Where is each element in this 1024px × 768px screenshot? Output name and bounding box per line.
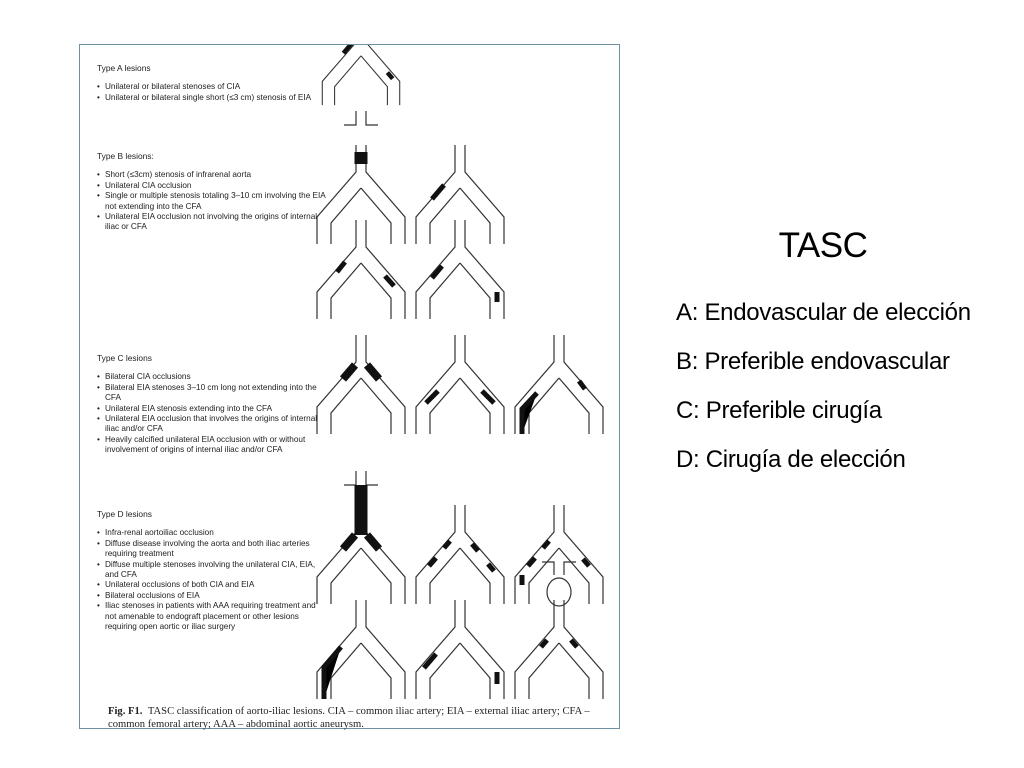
type-d-item: • Diffuse disease involving the aorta and both iliac arteries requiring treatment <box>97 539 327 560</box>
type-d-title: Type D lesions <box>97 509 152 519</box>
type-a-vessel-diagram <box>322 45 399 105</box>
type-b-item: • Unilateral CIA occlusion <box>97 181 327 191</box>
type-c-item: • Unilateral EIA stenosis extending into the CFA <box>97 404 327 414</box>
tasc-title: TASC <box>778 226 868 265</box>
type-d-vessel-diagram-6 <box>515 562 603 699</box>
type-a-item: • Unilateral or bilateral stenoses of CIA <box>97 82 327 92</box>
type-c-vessel-diagram-2 <box>416 335 504 434</box>
type-d-item: • Infra-renal aortoiliac occlusion <box>97 528 327 538</box>
tasc-figure-panel <box>79 44 620 729</box>
type-a-item: • Unilateral or bilateral single short (≤3 cm) stenosis of EIA <box>97 93 327 103</box>
type-d-item: • Bilateral occlusions of EIA <box>97 591 327 601</box>
tasc-line-a: A: Endovascular de elección <box>676 299 971 326</box>
caption-text: TASC classification of aorto-iliac lesions. CIA – common iliac artery; EIA – external iliac artery; CFA – common femoral artery; AAA – abdominal aortic aneurysm. <box>108 706 590 730</box>
type-c-item: • Unilateral EIA occlusion that involves the origins of internal iliac and/or CFA <box>97 414 327 435</box>
type-c-item: • Heavily calcified unilateral EIA occlusion with or without involvement of origins of internal iliac and/or CFA <box>97 435 327 456</box>
type-b-vessel-diagram-3 <box>317 220 405 319</box>
type-b-vessel-diagram-4 <box>416 220 504 319</box>
type-d-vessel-diagram-2 <box>416 505 504 604</box>
tasc-line-d: D: Cirugía de elección <box>676 446 906 473</box>
tasc-summary-panel <box>676 226 1016 472</box>
type-c-item: • Bilateral EIA stenoses 3–10 cm long not extending into the CFA <box>97 383 327 404</box>
type-c-title: Type C lesions <box>97 353 152 363</box>
vessel-diagrams <box>80 45 618 700</box>
type-b-item: • Unilateral EIA occlusion not involving the origins of internal iliac or CFA <box>97 212 327 233</box>
type-b-item: • Single or multiple stenosis totaling 3–10 cm involving the EIA not extending into the CFA <box>97 191 327 212</box>
type-c-vessel-diagram-1 <box>317 335 405 434</box>
type-b-vessel-diagram-2 <box>416 145 504 244</box>
type-d-item: • Iliac stenoses in patients with AAA requiring treatment and not amenable to endograft placement or other lesions requiring open aortic or iliac surgery <box>97 601 327 632</box>
type-d-vessel-diagram-1 <box>317 471 405 604</box>
tasc-line-b: B: Preferible endovascular <box>676 348 950 375</box>
figure-caption <box>108 706 608 732</box>
tasc-line-c: C: Preferible cirugía <box>676 397 882 424</box>
type-d-vessel-diagram-3 <box>515 505 603 604</box>
type-d-vessel-diagram-5 <box>416 600 504 699</box>
type-b-item: • Short (≤3cm) stenosis of infrarenal aorta <box>97 170 327 180</box>
type-d-item: • Diffuse multiple stenoses involving the unilateral CIA, EIA, and CFA <box>97 560 327 581</box>
aneurysm-sac <box>547 578 571 606</box>
type-a-title: Type A lesions <box>97 63 151 73</box>
type-c-item: • Bilateral CIA occlusions <box>97 372 327 382</box>
type-c-vessel-diagram-3 <box>515 335 603 434</box>
type-b-vessel-diagram-1 <box>317 111 405 244</box>
caption-label: Fig. F1. <box>108 706 143 717</box>
type-d-vessel-diagram-4 <box>317 600 405 699</box>
type-d-item: • Unilateral occlusions of both CIA and EIA <box>97 580 327 590</box>
type-b-title: Type B lesions: <box>97 151 154 161</box>
